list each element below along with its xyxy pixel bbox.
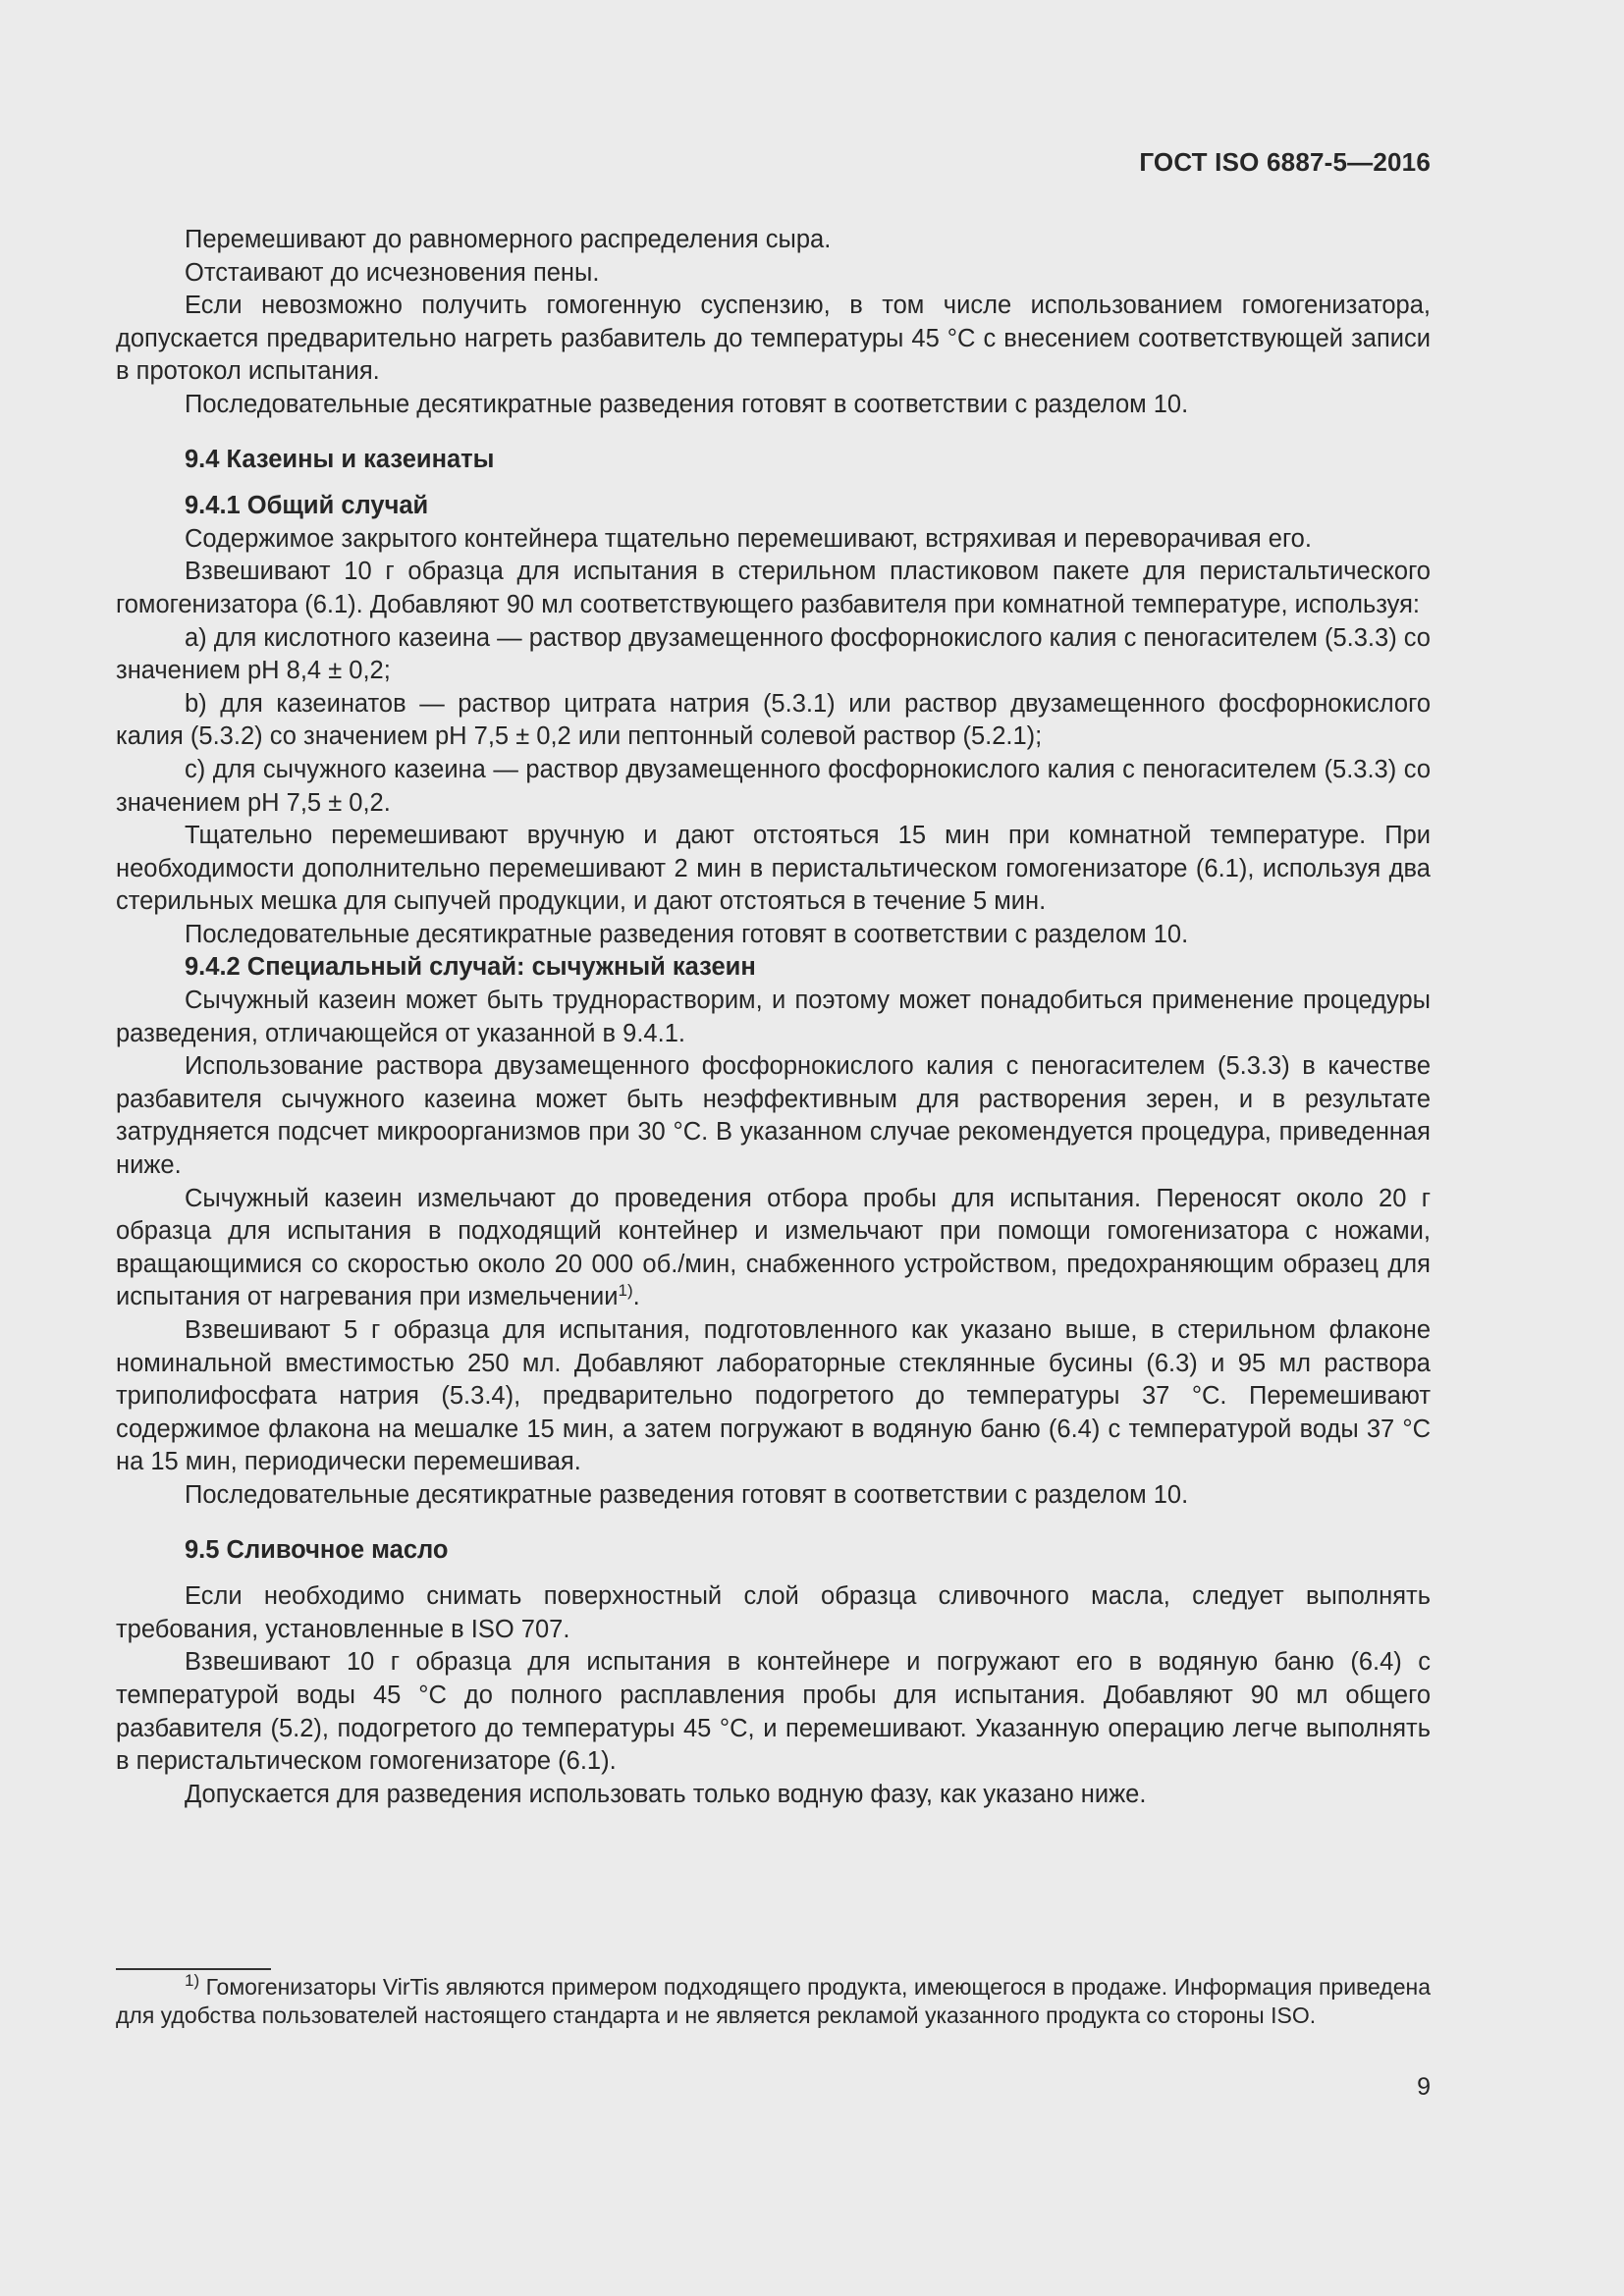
- paragraph: Взвешивают 5 г образца для испытания, подготовленного как указано выше, в стерильном флаконе номинальной вместимостью 250 мл. Добавляют лабораторные стеклянные бусины (6.3) и 95 мл раствора триполифосфата натрия (5.3.4), предварительно подогретого до температуры 37 °С. Перемешивают содержимое флакона на мешалке 15 мин, а затем погружают в водяную баню (6.4) с температурой воды 37 °С на 15 мин, периодически перемешивая.: [116, 1316, 1431, 1476]
- paragraph: Перемешивают до равномерного распределения сыра.: [185, 226, 832, 253]
- page-body: [116, 224, 1431, 1811]
- paragraph: Последовательные десятикратные разведения готовят в соответствии с разделом 10.: [185, 390, 1189, 418]
- paragraph: Последовательные десятикратные разведения готовят в соответствии с разделом 10.: [185, 920, 1189, 948]
- subsection-heading-9-4-2: 9.4.2 Специальный случай: сычужный казеин: [185, 953, 756, 982]
- section-heading-9-4: 9.4 Казеины и казеинаты: [185, 445, 495, 473]
- footnote-text: Гомогенизаторы VirTis являются примером подходящего продукта, имеющегося в продаже. Информация приведена для удобства пользователей настоящего стандарта и не является рекламой указанного продукта со стороны ISO.: [116, 1974, 1431, 2028]
- subsection-heading-9-4-1: 9.4.1 Общий случай: [185, 492, 429, 520]
- footnote-reference: 1): [618, 1281, 633, 1301]
- paragraph: Содержимое закрытого контейнера тщательно перемешивают, встряхивая и переворачивая его.: [185, 524, 1312, 553]
- list-item-c: с) для сычужного казеина — раствор двузамещенного фосфорнокислого калия с пеногасителем (5.3.3) со значением рН 7,5 ± 0,2.: [116, 755, 1431, 817]
- paragraph-with-footnote: [116, 1183, 1431, 1314]
- document-code-header: ГОСТ ISO 6887-5—2016: [1139, 147, 1431, 177]
- paragraph: Взвешивают 10 г образца для испытания в контейнере и погружают его в водяную баню (6.4) с температурой воды 45 °С до полного расплавления пробы для испытания. Добавляют 90 мл общего разбавителя (5.2), подогретого до температуры 45 °С, и перемешивают. Указанную операцию легче выполнять в перистальтическом гомогенизаторе (6.1).: [116, 1648, 1431, 1776]
- paragraph: Последовательные десятикратные разведения готовят в соответствии с разделом 10.: [185, 1480, 1189, 1509]
- list-item-b: b) для казеинатов — раствор цитрата натрия (5.3.1) или раствор двузамещенного фосфорнокислого калия (5.3.2) со значением рН 7,5 ± 0,2 или пептонный солевой раствор (5.2.1);: [116, 689, 1431, 751]
- footnote: [116, 1973, 1431, 2030]
- page-number: 9: [1417, 2073, 1431, 2101]
- list-item-a: а) для кислотного казеина — раствор двузамещенного фосфорнокислого калия с пеногасителем (5.3.3) со значением рН 8,4 ± 0,2;: [116, 623, 1431, 685]
- paragraph: Если необходимо снимать поверхностный слой образца сливочного масла, следует выполнять требования, установленные в ISO 707.: [116, 1582, 1431, 1643]
- footnote-marker: 1): [185, 1971, 200, 1990]
- paragraph: Допускается для разведения использовать только водную фазу, как указано ниже.: [185, 1780, 1147, 1808]
- paragraph-text: Сычужный казеин измельчают до проведения отбора пробы для испытания. Переносят около 20 г образца для испытания в подходящий контейнер и измельчают при помощи гомогенизатора с ножами, вращающимися со скоростью около 20 000 об./мин, снабженного устройством, предохраняющим образец для испытания от нагревания при измельчении: [116, 1184, 1431, 1311]
- paragraph-end: .: [632, 1283, 640, 1311]
- footnote-divider: [116, 1968, 271, 1970]
- paragraph: Взвешивают 10 г образца для испытания в стерильном пластиковом пакете для перистальтического гомогенизатора (6.1). Добавляют 90 мл соответствующего разбавителя при комнатной температуре, используя:: [116, 558, 1431, 618]
- paragraph: Тщательно перемешивают вручную и дают отстояться 15 мин при комнатной температуре. При необходимости дополнительно перемешивают 2 мин в перистальтическом гомогенизаторе (6.1), используя два стерильных мешка для сыпучей продукции, и дают отстояться в течение 5 мин.: [116, 822, 1431, 916]
- section-heading-9-5: 9.5 Сливочное масло: [185, 1535, 449, 1564]
- paragraph: Сычужный казеин может быть труднорастворим, и поэтому может понадобиться применение процедуры разведения, отличающейся от указанной в 9.4.1.: [116, 987, 1431, 1047]
- paragraph: Использование раствора двузамещенного фосфорнокислого калия с пеногасителем (5.3.3) в качестве разбавителя сычужного казеина может быть неэффективным для растворения зерен, и в результате затрудняется подсчет микроорганизмов при 30 °С. В указанном случае рекомендуется процедура, приведенная ниже.: [116, 1052, 1431, 1180]
- paragraph: Если невозможно получить гомогенную суспензию, в том числе использованием гомогенизатора, допускается предварительно нагреть разбавитель до температуры 45 °С с внесением соответствующей записи в протокол испытания.: [116, 292, 1431, 386]
- paragraph: Отстаивают до исчезновения пены.: [185, 258, 600, 287]
